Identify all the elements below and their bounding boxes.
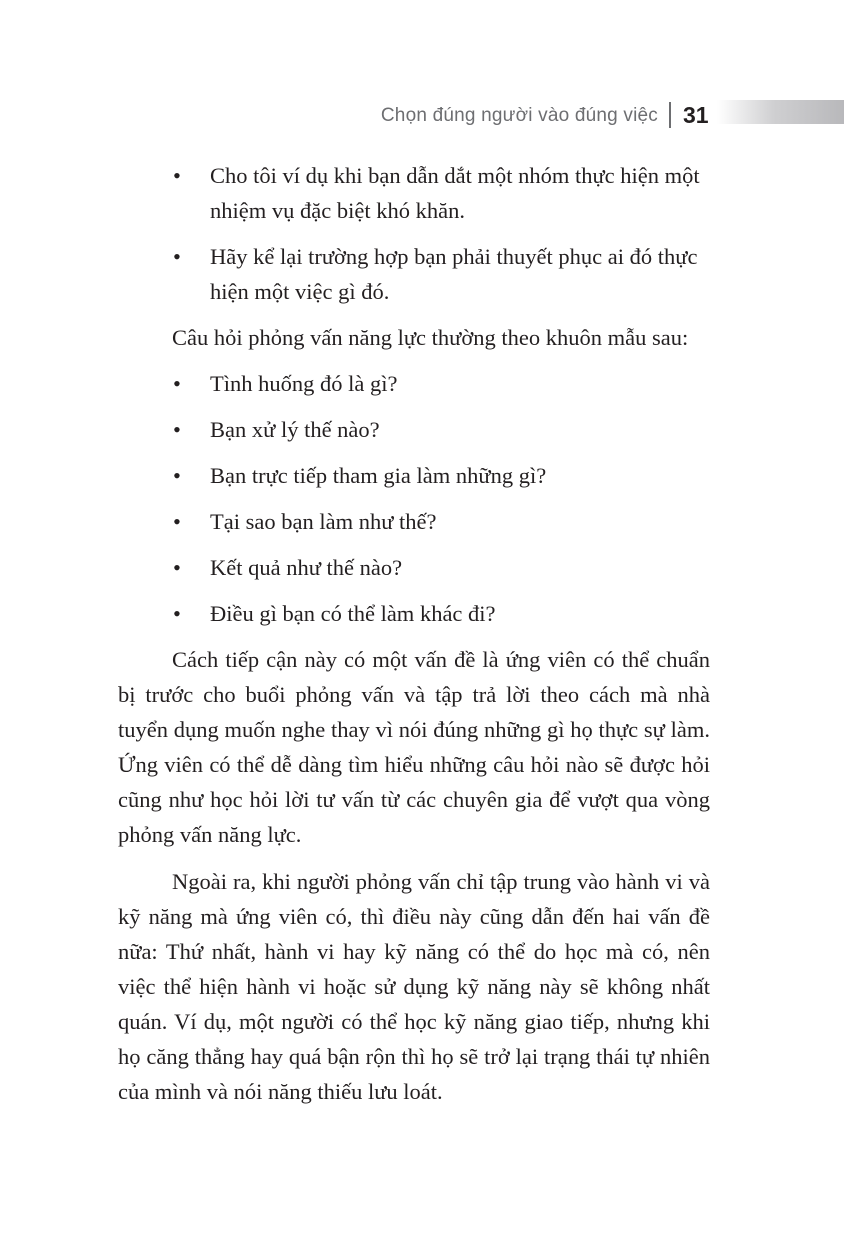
list-item [118, 504, 710, 539]
list-item [118, 550, 710, 585]
bullet-icon: • [173, 555, 181, 580]
body-paragraph: Ngoài ra, khi người phỏng vấn chỉ tập trung vào hành vi và kỹ năng mà ứng viên có, thì điều này cũng dẫn đến hai vấn đề nữa: Thứ nhất, hành vi hay kỹ năng có thể do học mà có, nên việc thể hiện hành vi hoặc sử dụng kỹ năng này sẽ không nhất quán. Ví dụ, một người có thể học kỹ năng giao tiếp, nhưng khi họ căng thẳng hay quá bận rộn thì họ sẽ trở lại trạng thái tự nhiên của mình và nói năng thiếu lưu loát. [118, 869, 710, 1104]
list-item [118, 596, 710, 631]
header-divider [669, 102, 671, 128]
bullet-icon: • [173, 163, 181, 188]
body-paragraph: Cách tiếp cận này có một vấn đề là ứng viên có thể chuẩn bị trước cho buổi phỏng vấn và tập trả lời theo cách mà nhà tuyển dụng muốn nghe thay vì nói đúng những gì họ thực sự làm. Ứng viên có thể dễ dàng tìm hiểu những câu hỏi nào sẽ được hỏi cũng như học hỏi lời tư vấn từ các chuyên gia để vượt qua vòng phỏng vấn năng lực. [118, 647, 710, 847]
list-item-text: Cho tôi ví dụ khi bạn dẫn dắt một nhóm thực hiện một nhiệm vụ đặc biệt khó khăn. [210, 163, 700, 223]
list-item [118, 158, 710, 228]
running-header-title: Chọn đúng người vào đúng việc [380, 105, 658, 126]
bullet-icon: • [173, 244, 181, 269]
list-item-text: Điều gì bạn có thể làm khác đi? [210, 601, 496, 626]
bullet-icon: • [173, 371, 181, 396]
bullet-icon: • [173, 509, 181, 534]
bullet-icon: • [173, 417, 181, 442]
list-item-text: Hãy kể lại trường hợp bạn phải thuyết phục ai đó thực hiện một việc gì đó. [210, 244, 698, 304]
example-questions-list [118, 158, 710, 309]
intro-sentence: Câu hỏi phỏng vấn năng lực thường theo khuôn mẫu sau: [172, 325, 689, 350]
list-item-text: Bạn xử lý thế nào? [210, 417, 380, 442]
running-header [0, 98, 844, 136]
bullet-icon: • [173, 601, 181, 626]
list-item-text: Tại sao bạn làm như thế? [210, 509, 437, 534]
template-questions-list [118, 366, 710, 631]
bullet-icon: • [173, 463, 181, 488]
list-item [118, 239, 710, 309]
page-number: 31 [683, 102, 709, 128]
list-item-text: Bạn trực tiếp tham gia làm những gì? [210, 463, 547, 488]
list-item-text: Tình huống đó là gì? [210, 371, 398, 396]
list-item [118, 366, 710, 401]
page-body [118, 158, 710, 1121]
list-item [118, 412, 710, 447]
list-item-text: Kết quả như thế nào? [210, 555, 403, 580]
header-gradient-bar [717, 100, 844, 124]
list-item [118, 458, 710, 493]
